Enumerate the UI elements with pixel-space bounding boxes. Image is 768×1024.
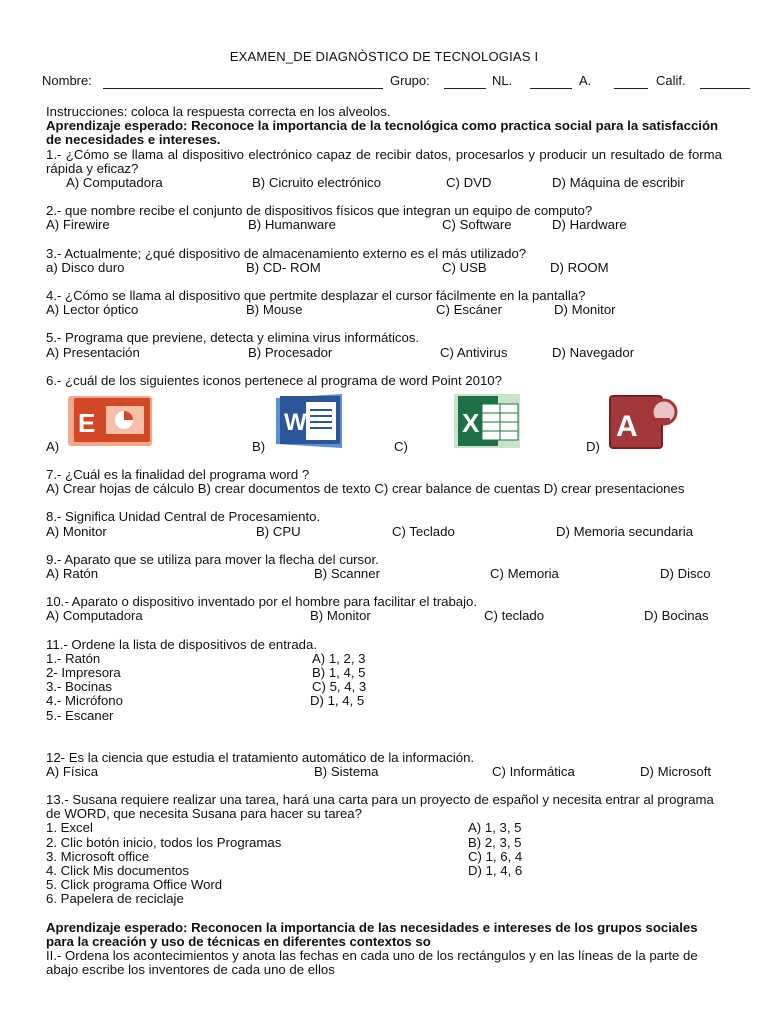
question-2: 2.- que nombre recibe el conjunto de dispositivos físicos que integran un equipo de computo? (46, 203, 593, 219)
q11-option-d[interactable]: D) 1, 4, 5 (310, 693, 365, 709)
q11-item-4: 4.- Micrófono (46, 693, 123, 709)
q1-option-a[interactable]: A) Computadora (66, 175, 163, 191)
powerpoint-icon[interactable] (66, 392, 154, 450)
q1-option-d[interactable]: D) Máquina de escribir (552, 175, 685, 191)
q6-option-c[interactable]: C) (394, 438, 408, 454)
nombre-label: Nombre: (42, 73, 92, 88)
question-8-options (46, 525, 722, 539)
nl-line[interactable] (530, 88, 572, 89)
question-12: 12- Es la ciencia que estudia el tratamiento automático de la información. (46, 749, 475, 765)
q2-option-c[interactable]: C) Software (442, 217, 512, 233)
question-6-options (46, 392, 722, 454)
q12-option-a[interactable]: A) Física (46, 763, 99, 779)
nombre-line[interactable] (103, 88, 383, 89)
question-3: 3.- Actualmente; ¿qué dispositivo de almacenamiento externo es el más utilizado? (46, 245, 527, 261)
q12-option-d[interactable]: D) Microsoft (640, 763, 712, 779)
header-fields (42, 73, 750, 93)
q11-item-3: 3.- Bocinas (46, 679, 112, 695)
q13-option-b[interactable]: B) 2, 3, 5 (468, 834, 522, 850)
q10-option-d[interactable]: D) Bocinas (644, 608, 709, 624)
question-5: 5.- Programa que previene, detecta y elimina virus informáticos. (46, 330, 420, 346)
word-icon[interactable] (272, 392, 348, 450)
question-1: 1.- ¿Cómo se llama al dispositivo electrónico capaz de recibir datos, procesarlos y producir un resultado de forma rápida y eficaz? (46, 146, 722, 176)
q10-option-a[interactable]: A) Computadora (46, 608, 143, 624)
q5-option-b[interactable]: B) Procesador (248, 344, 333, 360)
q13-option-a[interactable]: A) 1, 3, 5 (468, 820, 522, 836)
q2-option-a[interactable]: A) Firewire (46, 217, 110, 233)
q4-option-d[interactable]: D) Monitor (554, 302, 616, 318)
q13-item-6: 6. Papelera de reciclaje (46, 891, 184, 907)
question-5-options (46, 346, 722, 360)
q8-option-b[interactable]: B) CPU (256, 523, 301, 539)
q4-option-c[interactable]: C) Escáner (436, 302, 502, 318)
svg-text:A: A (616, 409, 638, 443)
question-6: 6.- ¿cuál de los siguientes iconos pertenece al programa de word Point 2010? (46, 372, 502, 388)
section-2-instructions: II.- Ordena los acontecimientos y anota las fechas en cada uno de los rectángulos y en las líneas de la parte de abajo escribe los inventores de cada uno de ellos (46, 948, 698, 978)
question-13: 13.- Susana requiere realizar una tarea, hará una carta para un proyecto de español y necesita entrar al programa de WORD, que necesita Susana para hacer su tarea? (46, 792, 714, 822)
q11-item-5: 5.- Escaner (46, 707, 114, 723)
q11-option-c[interactable]: C) 5, 4, 3 (312, 679, 367, 695)
q13-option-c[interactable]: C) 1, 6, 4 (468, 848, 523, 864)
q4-option-b[interactable]: B) Mouse (246, 302, 303, 318)
q3-option-d[interactable]: D) ROOM (550, 259, 609, 275)
q11-option-a[interactable]: A) 1, 2, 3 (312, 650, 366, 666)
q11-option-b[interactable]: B) 1, 4, 5 (312, 664, 366, 680)
question-7-options[interactable]: A) Crear hojas de cálculo B) crear documentos de texto C) crear balance de cuentas D) crear presentaciones (46, 481, 685, 497)
question-2-options (46, 218, 722, 232)
q4-option-a[interactable]: A) Lector óptico (46, 302, 139, 318)
svg-text:X: X (462, 407, 480, 438)
question-9-options (46, 567, 722, 581)
q13-item-1: 1. Excel (46, 820, 93, 836)
question-11-list (46, 652, 722, 723)
question-9: 9.- Aparato que se utiliza para mover la flecha del cursor. (46, 551, 379, 567)
nl-label: NL. (492, 73, 513, 88)
q5-option-d[interactable]: D) Navegador (552, 344, 635, 360)
q1-option-c[interactable]: C) DVD (446, 175, 492, 191)
question-4: 4.- ¿Cómo se llama al dispositivo que pertmite desplazar el cursor fácilmente en la pantalla? (46, 287, 586, 303)
q8-option-a[interactable]: A) Monitor (46, 523, 107, 539)
question-10-options (46, 609, 722, 623)
instructions: Instrucciones: coloca la respuesta correcta en los alveolos. (46, 104, 391, 119)
question-7: 7.- ¿Cuál es la finalidad del programa word ? (46, 466, 310, 482)
q13-item-2: 2. Clic botón inicio, todos los Programas (46, 834, 282, 850)
question-3-options (46, 261, 722, 275)
q10-option-b[interactable]: B) Monitor (310, 608, 371, 624)
q9-option-b[interactable]: B) Scanner (314, 565, 380, 581)
q10-option-c[interactable]: C) teclado (484, 608, 545, 624)
q9-option-a[interactable]: A) Ratón (46, 565, 99, 581)
question-1-options (46, 176, 722, 190)
q5-option-c[interactable]: C) Antivirus (440, 344, 508, 360)
q12-option-c[interactable]: C) Informática (492, 763, 575, 779)
q6-option-d[interactable]: D) (586, 438, 600, 454)
question-10: 10.- Aparato o dispositivo inventado por el hombre para facilitar el trabajo. (46, 594, 478, 610)
svg-text:W: W (284, 408, 307, 436)
q8-option-d[interactable]: D) Memoria secundaria (556, 523, 694, 539)
calif-label: Calif. (656, 73, 686, 88)
q11-item-2: 2- Impresora (46, 664, 121, 680)
q13-item-3: 3. Microsoft office (46, 848, 150, 864)
question-11: 11.- Ordene la lista de dispositivos de entrada. (46, 636, 317, 652)
q13-option-d[interactable]: D) 1, 4, 6 (468, 863, 523, 879)
q1-option-b[interactable]: B) Cicruito electrónico (252, 175, 381, 191)
grupo-label: Grupo: (390, 73, 430, 88)
question-4-options (46, 303, 722, 317)
access-icon[interactable] (608, 392, 682, 450)
question-13-list (46, 821, 722, 906)
excel-icon[interactable] (452, 392, 524, 450)
exam-title: EXAMEN_DE DIAGNÒSTICO DE TECNOLOGIAS I (229, 49, 539, 64)
q6-option-a[interactable]: A) (46, 438, 60, 454)
q13-item-4: 4. Click Mis documentos (46, 863, 189, 879)
svg-text:E: E (78, 407, 96, 438)
exam-body (46, 105, 722, 977)
grupo-line[interactable] (444, 88, 486, 89)
question-8: 8.- Significa Unidad Central de Procesamiento. (46, 509, 321, 525)
q2-option-b[interactable]: B) Humanware (248, 217, 336, 233)
learning-objective-2: Aprendizaje esperado: Reconocen la importancia de las necesidades e intereses de los grupos sociales para la creación y uso de técnicas en diferentes contextos so (46, 919, 698, 949)
q13-item-5: 5. Click programa Office Word (46, 877, 223, 893)
q11-item-1: 1.- Ratón (46, 650, 101, 666)
q9-option-d[interactable]: D) Disco (660, 565, 711, 581)
q9-option-c[interactable]: C) Memoria (490, 565, 559, 581)
q3-option-a[interactable]: a) Disco duro (46, 259, 125, 275)
q6-option-b[interactable]: B) (252, 438, 266, 454)
q2-option-d[interactable]: D) Hardware (552, 217, 627, 233)
q5-option-a[interactable]: A) Presentación (46, 344, 140, 360)
calif-line[interactable] (700, 88, 750, 89)
learning-objective-1: Aprendizaje esperado: Reconoce la importancia de la tecnológica como practica social para la satisfacción de necesidades e intereses. (46, 118, 719, 148)
q3-option-c[interactable]: C) USB (442, 259, 487, 275)
q3-option-b[interactable]: B) CD- ROM (246, 259, 321, 275)
a-line[interactable] (614, 88, 648, 89)
a-label: A. (579, 73, 592, 88)
q12-option-b[interactable]: B) Sistema (314, 763, 379, 779)
q8-option-c[interactable]: C) Teclado (392, 523, 455, 539)
question-12-options (46, 765, 722, 779)
